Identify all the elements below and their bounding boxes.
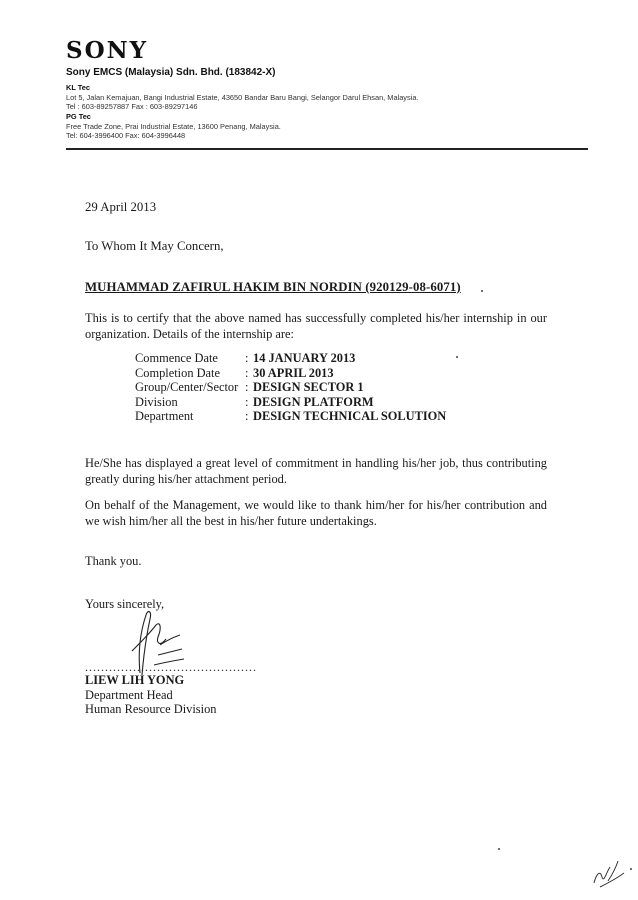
scan-speck: [481, 290, 483, 292]
sony-logo: SONY: [66, 37, 149, 64]
detail-separator: :: [245, 409, 249, 423]
office-address: Free Trade Zone, Prai Industrial Estate, 13600 Penang, Malaysia.: [66, 121, 281, 131]
internship-details: [135, 351, 446, 424]
subject-line: MUHAMMAD ZAFIRUL HAKIM BIN NORDIN (920129-08-6071): [85, 280, 461, 294]
detail-separator: :: [245, 394, 249, 409]
office-name: KL Tec: [66, 83, 90, 92]
detail-label: Completion Date: [135, 365, 220, 380]
signer-block: [85, 673, 216, 717]
detail-value: 14 JANUARY 2013: [253, 351, 356, 365]
office-kl: [66, 83, 419, 112]
detail-row: [135, 351, 446, 366]
detail-row: [135, 409, 446, 424]
commitment-paragraph: He/She has displayed a great level of commitment in handling his/her job, thus contributing greatly during his/her attachment period.: [85, 456, 547, 486]
thanks-paragraph: On behalf of the Management, we would like to thank him/her for his/her contribution and we wish him/her all the best in his/her future undertakings.: [85, 498, 547, 528]
detail-label: Commence Date: [135, 351, 218, 365]
detail-label: Group/Center/Sector: [135, 380, 239, 394]
detail-label: Department: [135, 409, 194, 423]
detail-separator: :: [245, 365, 249, 380]
salutation: To Whom It May Concern,: [85, 239, 224, 253]
scan-speck: [498, 848, 500, 850]
closing: Yours sincerely,: [85, 597, 165, 611]
detail-separator: :: [245, 351, 249, 365]
office-contact: Tel : 603-89257887 Fax : 603-89297146: [66, 102, 198, 112]
office-contact: Tel: 604-3996400 Fax: 604-3996448: [66, 131, 186, 141]
signer-division: Human Resource Division: [85, 702, 217, 716]
detail-row: [135, 366, 446, 381]
office-name: PG Tec: [66, 112, 91, 121]
company-name: Sony EMCS (Malaysia) Sdn. Bhd. (183842-X): [66, 67, 276, 78]
detail-value: 30 APRIL 2013: [253, 365, 334, 380]
intro-paragraph: This is to certify that the above named has successfully completed his/her internship in our organization. Details of the internship are:: [85, 311, 547, 341]
detail-value: DESIGN PLATFORM: [253, 394, 374, 409]
signer-name: LIEW LIH YONG: [85, 673, 185, 687]
thank-you: Thank you.: [85, 554, 142, 568]
detail-row: [135, 380, 446, 395]
detail-row: [135, 395, 446, 410]
office-address: Lot 5, Jalan Kemajuan, Bangi Industrial Estate, 43650 Bandar Baru Bangi, Selangor Darul Ehsan, Malaysia.: [66, 92, 419, 102]
letter-date: 29 April 2013: [85, 200, 157, 214]
signature-line: ...........................................: [85, 660, 257, 674]
office-pg: [66, 112, 281, 141]
handwritten-initials: [588, 853, 628, 893]
detail-value: DESIGN SECTOR 1: [253, 380, 364, 394]
detail-separator: :: [245, 380, 249, 394]
letterhead-divider: [66, 148, 588, 150]
scan-speck: [456, 356, 458, 358]
scan-speck: [630, 868, 632, 870]
detail-value: DESIGN TECHNICAL SOLUTION: [253, 409, 447, 423]
signer-title: Department Head: [85, 687, 173, 702]
detail-label: Division: [135, 394, 178, 409]
